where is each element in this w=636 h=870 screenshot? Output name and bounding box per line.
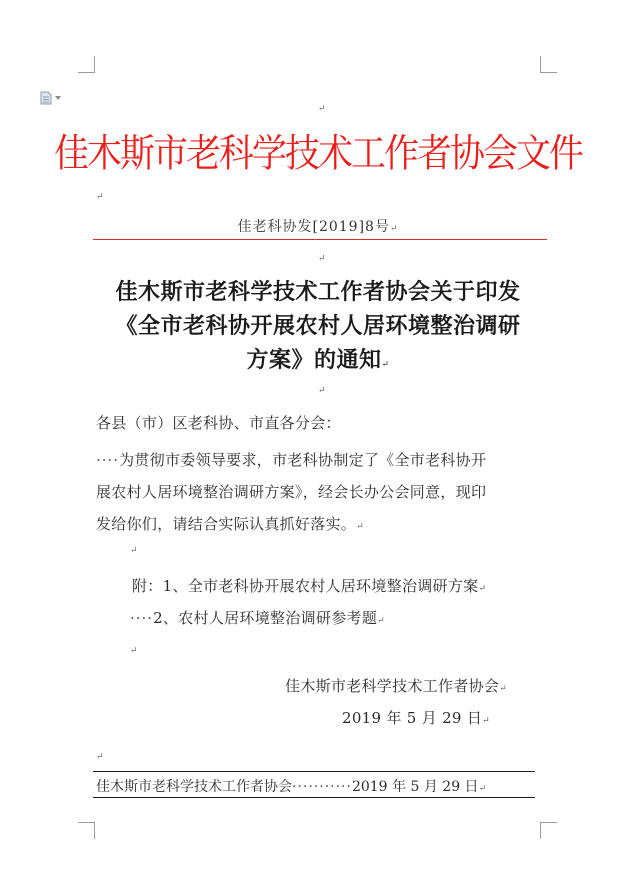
notice-title-line-1: 佳木斯市老科学技术工作者协会关于印发: [115, 279, 521, 305]
org-header-title: 佳木斯市老科学技术工作者协会文件: [53, 132, 582, 177]
paragraph-mark: ↵: [318, 386, 326, 396]
salutation: 各县（市）区老科协、市直各分会：: [96, 414, 341, 432]
signature-org: 佳木斯市老科学技术工作者协会↵: [285, 677, 508, 695]
paragraph-mark: ↵: [130, 646, 138, 656]
paragraph-mark: ↵: [130, 546, 138, 556]
footer-bottom-rule: [93, 797, 535, 798]
attachment-line-2: ····2、农村人居环境整治调研参考题↵: [130, 609, 385, 627]
body-paragraph-line-2: 展农村人居环境整治调研方案》，经会长办公会同意，现印: [96, 483, 487, 501]
paragraph-mark: ↵: [96, 752, 104, 762]
body-paragraph-line-1: ····为贯彻市委领导要求，市老科协制定了《全市老科协开: [96, 451, 487, 469]
notice-title-line-2: 《全市老科协开展农村人居环境整治调研: [115, 313, 521, 339]
margin-corner-bottom-right: [540, 822, 557, 839]
margin-corner-top-right: [540, 56, 557, 73]
footer-line: 佳木斯市老科学技术工作者协会···········2019 年 5 月 29 日↵: [96, 779, 487, 795]
signature-date: 2019 年 5 月 29 日↵: [342, 709, 490, 727]
margin-corner-bottom-left: [78, 822, 95, 839]
chevron-down-icon: [55, 96, 61, 100]
red-divider-line: [93, 239, 547, 240]
margin-corner-top-left: [78, 56, 95, 73]
paragraph-mark: ↵: [318, 254, 326, 264]
footer-top-rule: [93, 771, 535, 772]
document-number: 佳老科协发[2019]8号↵: [237, 219, 399, 235]
document-icon: [40, 91, 52, 105]
notice-title-line-3: 方案》的通知↵: [246, 347, 390, 373]
attachment-line-1: 附：1、全市老科协开展农村人居环境整治调研方案↵: [132, 577, 487, 595]
body-paragraph-line-3: 发给你们，请结合实际认真抓好落实。↵: [96, 515, 364, 533]
paragraph-mark: ↵: [96, 192, 104, 202]
document-options-button[interactable]: [40, 90, 66, 106]
paragraph-mark: ↵: [318, 104, 326, 114]
